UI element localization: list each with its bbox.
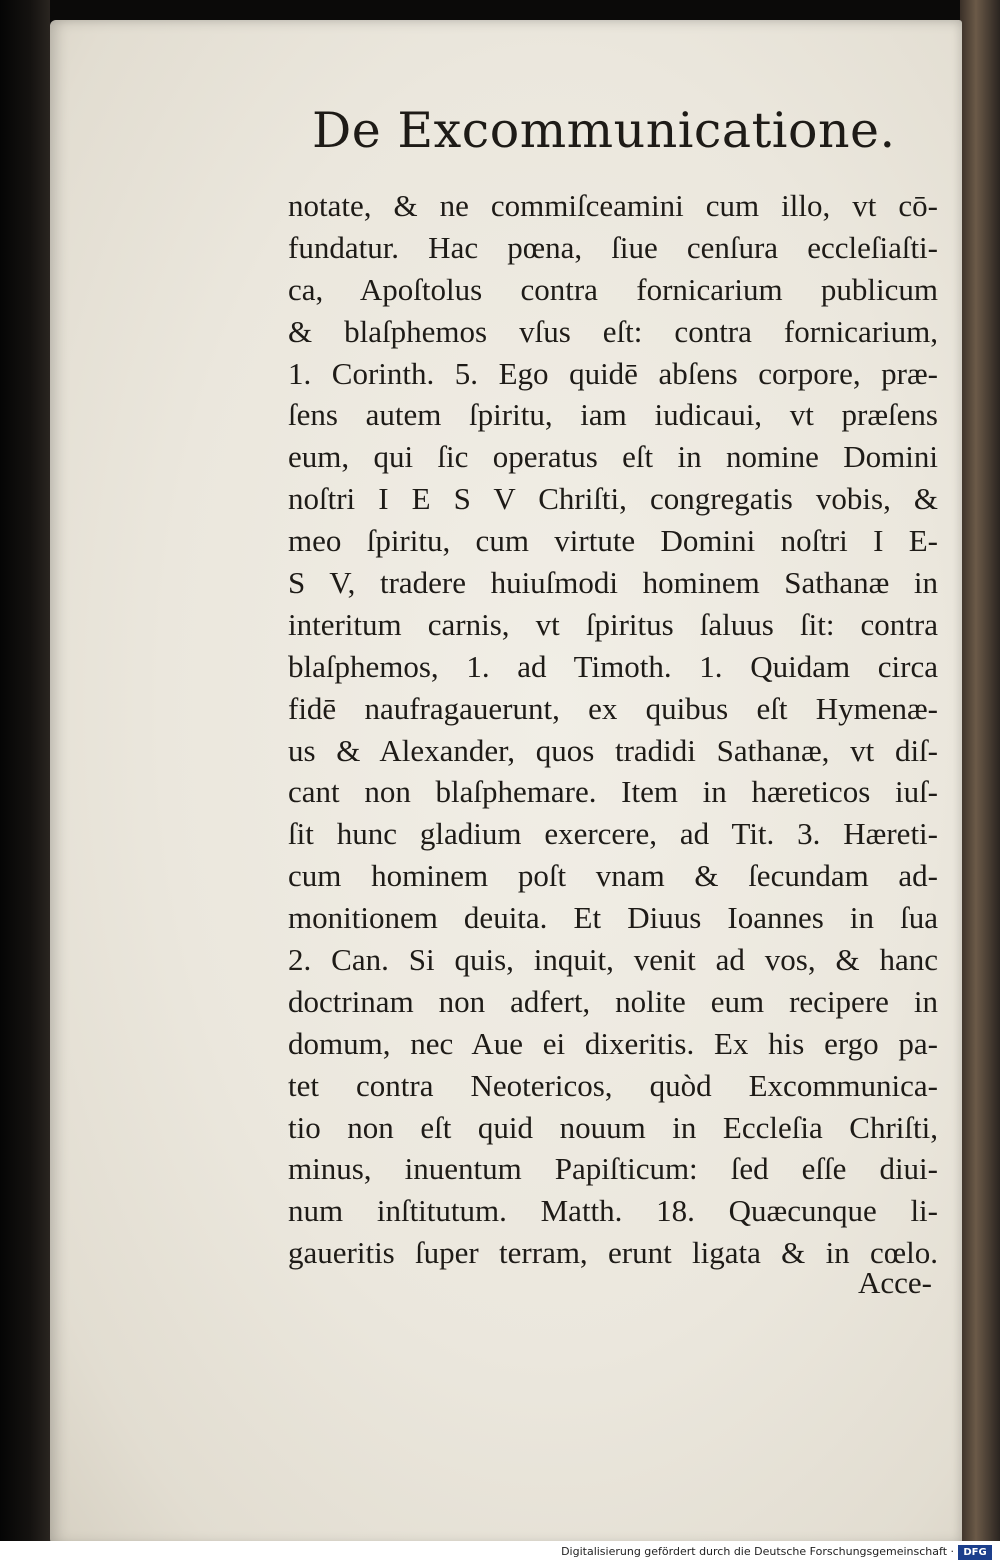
text-line: S V, tradere huiuſmodi hominem Sathanæ in [288,565,938,601]
text-line: 2. Can. Si quis, inquit, venit ad vos, & hanc [288,942,938,978]
text-line: & blaſphemos vſus eſt: contra fornicarium, [288,313,938,349]
text-line: interitum carnis, vt ſpiritus ſaluus ſit: contra [288,606,938,642]
text-line: noſtri I E S V Chriſti, congregatis vobis, & [288,481,938,517]
catchword: Acce- [858,1265,932,1300]
text-line: doctrinam non adfert, nolite eum recipere in [288,983,938,1019]
text-line: ſens autem ſpiritu, iam iudicaui, vt præſens [288,397,938,433]
digitization-footer [0,1541,1000,1565]
text-line: ſit hunc gladium exercere, ad Tit. 3. Hæreti- [288,816,938,852]
text-line: tet contra Neotericos, quòd Excommunica- [288,1067,938,1103]
book-page-stack-edge [960,0,1000,1565]
text-line: blaſphemos, 1. ad Timoth. 1. Quidam circa [288,648,938,684]
text-line: notate, & ne commiſceamini cum illo, vt cō- [288,188,938,223]
text-line: eum, qui ſic operatus eſt in nomine Domini [288,439,938,475]
text-line: cant non blaſphemare. Item in hæreticos iuſ- [288,774,938,810]
text-line: meo ſpiritu, cum virtute Domini noſtri I E- [288,523,938,559]
text-line: minus, inuentum Papiſticum: ſed eſſe diui- [288,1151,938,1187]
book-binding-edge [0,0,50,1565]
body-text [288,185,938,1274]
text-line: monitionem deuita. Et Diuus Ioannes in ſua [288,900,938,936]
text-line: gaueritis ſuper terram, erunt ligata & in cœlo. [288,1235,938,1271]
book-page [50,20,962,1545]
dfg-logo-icon: DFG [958,1545,992,1560]
text-line: num inſtitutum. Matth. 18. Quæcunque li- [288,1193,938,1229]
funding-credit: Digitalisierung gefördert durch die Deutsche Forschungsgemeinschaft · [561,1545,954,1558]
text-line: us & Alexander, quos tradidi Sathanæ, vt diſ- [288,732,938,768]
text-line: domum, nec Aue ei dixeritis. Ex his ergo pa- [288,1025,938,1061]
text-line: ca, Apoſtolus contra fornicarium publicum [288,271,938,307]
text-line: tio non eſt quid nouum in Eccleſia Chriſti, [288,1109,938,1145]
text-line: cum hominem poſt vnam & ſecundam ad- [288,858,938,894]
text-line: fundatur. Hac pœna, ſiue cenſura eccleſiaſti- [288,229,938,265]
page-title: De Excommunicatione. [312,102,896,159]
text-line: 1. Corinth. 5. Ego quidē abſens corpore, præ- [288,355,938,391]
text-line: fidē naufragauerunt, ex quibus eſt Hymenæ- [288,690,938,726]
